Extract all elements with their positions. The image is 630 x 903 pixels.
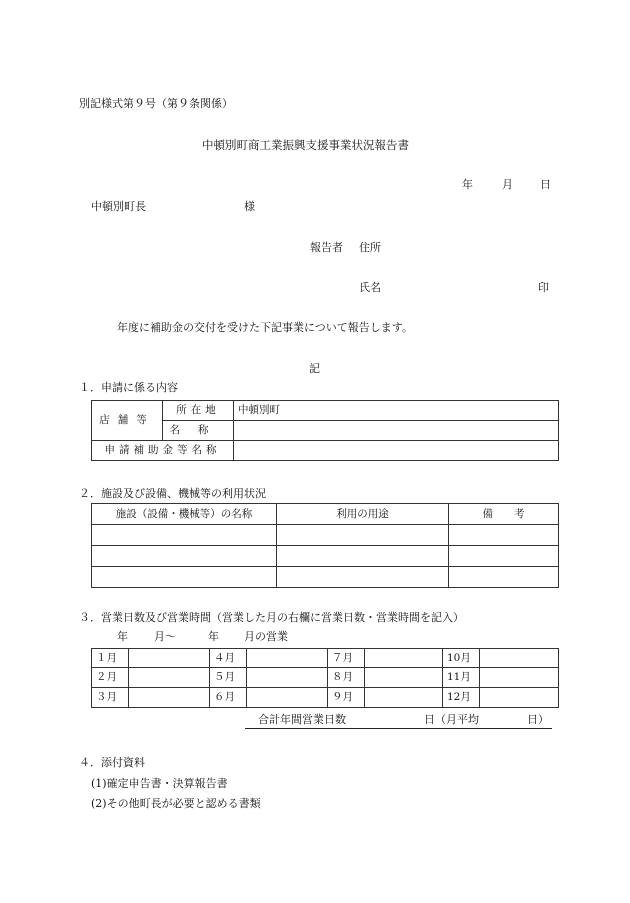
seal-mark: 印 (538, 281, 549, 294)
total-days-unit: 日（月平均 (424, 713, 479, 726)
month-label: 11月 (443, 668, 480, 688)
ki-mark: 記 (309, 362, 320, 375)
section3-heading: ３．営業日数及び営業時間（営業した月の右欄に営業日数・営業時間を記入） (79, 611, 464, 624)
section1-heading: １．申請に係る内容 (79, 381, 178, 394)
table-row (92, 668, 559, 688)
store-name-label: 名称 (163, 421, 234, 441)
month-label: ４月 (210, 649, 247, 668)
month-label: 10月 (443, 649, 480, 668)
store-label: 店舗等 (92, 401, 163, 441)
month-label: 12月 (443, 688, 480, 708)
table-row (92, 649, 559, 668)
table-row (92, 688, 559, 708)
section2-heading: ２．施設及び設備、機械等の利用状況 (79, 487, 266, 500)
total-days-close: 日） (527, 713, 549, 726)
month-label: ７月 (328, 649, 365, 668)
month-label: １月 (92, 649, 129, 668)
store-name-value (234, 421, 559, 441)
period-year2: 年 (208, 630, 219, 643)
business-days-table (91, 648, 559, 708)
col-facility-name: 施設（設備・機械等）の名称 (92, 504, 277, 525)
month-label: ３月 (92, 688, 129, 708)
application-table (91, 400, 559, 461)
location-label: 所在地 (163, 401, 234, 421)
addressee: 中頓別町長 (91, 200, 146, 213)
location-value: 中頓別町 (234, 401, 559, 421)
total-days-label: 合計年間営業日数 (258, 713, 346, 726)
section4-heading: ４．添付資料 (79, 756, 145, 769)
period-year1: 年 (117, 630, 128, 643)
intro-text: 年度に補助金の交付を受けた下記事業について報告します。 (117, 321, 413, 334)
month-label: ５月 (210, 668, 247, 688)
col-usage: 利用の用途 (277, 504, 449, 525)
attachment-item: (2)その他町長が必要と認める書類 (91, 797, 261, 810)
date-month: 月 (502, 178, 513, 191)
month-label: ９月 (328, 688, 365, 708)
reporter-label: 報告者 (310, 241, 343, 254)
attachment-item: (1)確定申告書・決算報告書 (91, 777, 228, 790)
col-remarks: 備 考 (449, 504, 559, 525)
table-row (92, 567, 559, 588)
form-number: 別記様式第９号（第９条関係） (79, 97, 233, 110)
facility-table (91, 503, 559, 588)
grant-name-label: 申請補助金等名称 (92, 441, 234, 461)
month-label: ６月 (210, 688, 247, 708)
grant-name-value (234, 441, 559, 461)
table-row (92, 546, 559, 567)
honorific: 様 (244, 200, 255, 213)
date-day: 日 (540, 178, 551, 191)
name-label: 氏名 (359, 281, 381, 294)
document-title: 中頓別町商工業振興支援事業状況報告書 (202, 138, 409, 152)
table-row (92, 525, 559, 546)
month-label: ８月 (328, 668, 365, 688)
period-month1: 月～ (154, 630, 176, 643)
month-label: ２月 (92, 668, 129, 688)
address-label: 住所 (359, 241, 381, 254)
period-month2: 月の営業 (244, 630, 288, 643)
date-year: 年 (462, 178, 473, 191)
